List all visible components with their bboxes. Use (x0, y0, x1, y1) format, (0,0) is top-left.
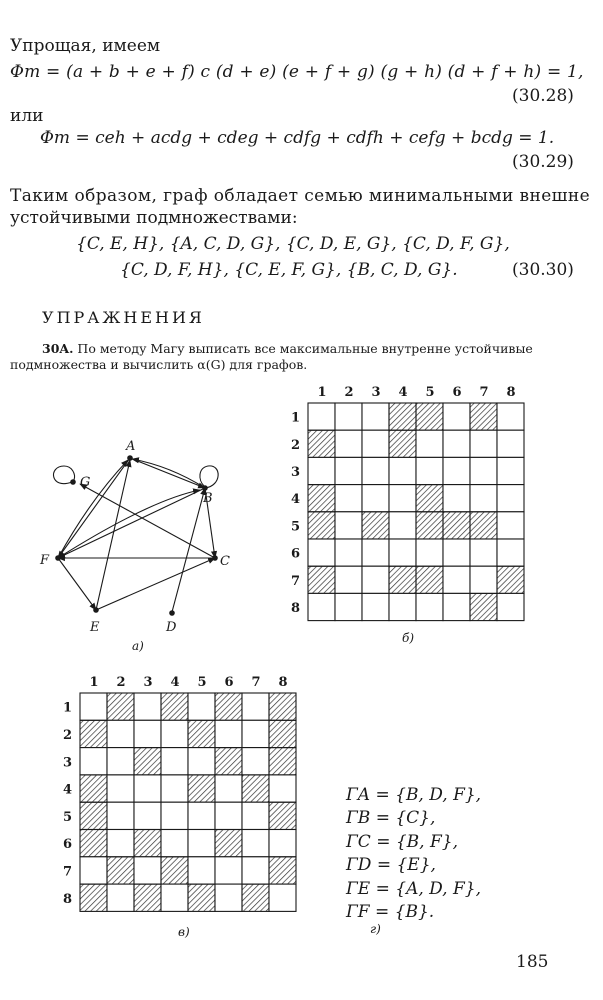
matrix-col-label: 3 (371, 385, 381, 400)
matrix-cell (107, 775, 134, 802)
matrix-cell-shaded (389, 403, 416, 430)
matrix-cell (416, 593, 443, 620)
matrix-row-label: 3 (63, 755, 73, 771)
matrix-cell (470, 430, 497, 457)
matrix-row-label: 8 (63, 891, 73, 907)
matrix-cell (362, 485, 389, 512)
matrix-cell-shaded (188, 884, 215, 911)
matrix-cell-shaded (242, 775, 269, 802)
matrix-cell-shaded (215, 748, 242, 775)
vertex-A (127, 455, 133, 461)
matrix-cell-shaded (161, 693, 188, 720)
matrix-cell (497, 539, 524, 566)
matrix-cell-shaded (134, 748, 161, 775)
matrix-cell-shaded (308, 512, 335, 539)
matrix-cell-shaded (308, 566, 335, 593)
matrix-cell (443, 566, 470, 593)
matrix-cell (470, 485, 497, 512)
vertex-C (212, 555, 218, 561)
matrix-cell (188, 693, 215, 720)
matrix-cell-shaded (107, 857, 134, 884)
matrix-cell-shaded (188, 775, 215, 802)
matrix-cell-shaded (269, 748, 296, 775)
matrix-cell-shaded (416, 485, 443, 512)
gamma-list (346, 784, 481, 924)
matrix-cell (134, 802, 161, 829)
matrix-cell (161, 748, 188, 775)
matrix-row-label: 7 (291, 573, 301, 589)
matrix-cell-shaded (80, 802, 107, 829)
matrix-cell-shaded (134, 884, 161, 911)
matrix-cell-shaded (497, 566, 524, 593)
gamma-line-e: ΓE = {A, D, F}, (346, 878, 482, 899)
matrix-cell (389, 457, 416, 484)
vertex-D (169, 610, 175, 616)
matrix-cell (362, 457, 389, 484)
gamma-line-c: ΓC = {B, F}, (346, 831, 458, 852)
matrix-cell (362, 593, 389, 620)
matrix-cell (215, 802, 242, 829)
sets-line-1: {C, E, H}, {A, C, D, G}, {C, D, E, G}, {C, D, F, G}, (76, 234, 510, 254)
matrix-cell (215, 857, 242, 884)
matrix-cell (107, 802, 134, 829)
matrix-cell (107, 720, 134, 747)
matrix-row-label: 4 (63, 782, 73, 798)
matrix-cell (443, 430, 470, 457)
matrix-col-label: 3 (143, 675, 153, 690)
matrix-cell (497, 593, 524, 620)
matrix-cell (335, 430, 362, 457)
matrix-cell-shaded (134, 830, 161, 857)
matrix-cell (335, 539, 362, 566)
matrix-b (291, 385, 524, 621)
gamma-line-d: ΓD = {E}, (346, 855, 436, 876)
text-line-simplifying: Упрощая, имеем (10, 36, 161, 56)
matrix-cell (215, 720, 242, 747)
exercise-line-2: подмножества и вычислить α(G) для графов. (10, 357, 308, 372)
matrix-cell (335, 457, 362, 484)
matrix-col-label: 7 (251, 675, 261, 690)
matrix-cell (161, 830, 188, 857)
matrix-cell (497, 512, 524, 539)
matrix-cell (470, 566, 497, 593)
vertex-label-f: F (40, 553, 50, 568)
matrix-cell (161, 802, 188, 829)
matrix-cell (161, 775, 188, 802)
matrix-b-caption: б) (402, 631, 415, 645)
matrix-cell-shaded (389, 430, 416, 457)
matrix-col-label: 5 (425, 385, 435, 400)
matrix-cell-shaded (107, 693, 134, 720)
matrix-cell-shaded (188, 720, 215, 747)
matrix-cell (80, 857, 107, 884)
matrix-col-label: 6 (224, 675, 234, 690)
matrix-cell-shaded (362, 512, 389, 539)
matrix-row-label: 2 (291, 437, 301, 453)
matrix-col-label: 8 (506, 385, 516, 400)
matrix-cell (362, 430, 389, 457)
matrix-cell (269, 775, 296, 802)
matrix-col-label: 1 (317, 385, 327, 400)
matrix-cell (308, 457, 335, 484)
equation-number-30-29: (30.29) (512, 152, 574, 172)
gamma-line-a: ΓA = {B, D, F}, (346, 785, 482, 805)
matrix-cell-shaded (416, 512, 443, 539)
vertex-G (70, 479, 76, 485)
matrix-cell-shaded (80, 775, 107, 802)
matrix-cell (389, 593, 416, 620)
gamma-line-f: ΓF = {B}. (346, 902, 435, 923)
matrix-v (63, 675, 296, 911)
vertex-label-c: C (220, 554, 230, 569)
matrix-cell (335, 593, 362, 620)
matrix-cell (107, 884, 134, 911)
matrix-cell (416, 430, 443, 457)
matrix-cell (497, 430, 524, 457)
matrix-cell (308, 593, 335, 620)
matrix-cell-shaded (80, 884, 107, 911)
matrix-col-label: 1 (89, 675, 99, 690)
matrix-col-label: 2 (344, 385, 354, 400)
gamma-caption: г) (370, 922, 381, 936)
matrix-row-label: 3 (291, 465, 301, 480)
matrix-cell (389, 485, 416, 512)
matrix-cell-shaded (269, 720, 296, 747)
matrix-cell (335, 512, 362, 539)
matrix-cell (443, 403, 470, 430)
exercise-text-1: По методу Магу выписать все максимальные внутренне устойчивые (73, 341, 533, 356)
matrix-v-caption: в) (178, 925, 190, 939)
matrix-cell (269, 884, 296, 911)
matrix-cell (242, 693, 269, 720)
paragraph-line-2: устойчивыми подмножествами: (10, 208, 298, 228)
matrix-cell (335, 485, 362, 512)
matrix-cell (362, 403, 389, 430)
matrix-cell-shaded (443, 512, 470, 539)
matrix-col-label: 4 (170, 675, 180, 690)
matrix-cell (362, 566, 389, 593)
matrix-cell-shaded (269, 693, 296, 720)
matrix-cell (80, 693, 107, 720)
matrix-cell-shaded (470, 403, 497, 430)
matrix-cell-shaded (470, 512, 497, 539)
matrix-cell (161, 720, 188, 747)
matrix-cell (335, 566, 362, 593)
matrix-col-label: 8 (278, 675, 288, 690)
matrix-row-label: 2 (63, 727, 73, 743)
matrix-cell-shaded (308, 485, 335, 512)
matrix-cell-shaded (215, 830, 242, 857)
matrix-cell (308, 403, 335, 430)
matrix-cell (242, 830, 269, 857)
matrix-cell (389, 539, 416, 566)
vertex-label-b: B (203, 491, 213, 506)
matrix-cell (335, 403, 362, 430)
matrix-row-label: 7 (63, 864, 73, 880)
gamma-line-b: ΓB = {C}, (346, 808, 436, 829)
graph-edges (54, 458, 219, 612)
text-or: или (10, 106, 44, 126)
matrix-cell (269, 830, 296, 857)
matrix-cell (188, 748, 215, 775)
matrix-cell (188, 857, 215, 884)
matrix-cell (242, 857, 269, 884)
matrix-cell (497, 457, 524, 484)
matrix-cell-shaded (80, 720, 107, 747)
equation-30-28: Φт = (a + b + e + f) c (d + e) (e + f + g) (g + h) (d + f + h) = 1, (10, 62, 584, 82)
matrix-cell (107, 830, 134, 857)
matrix-row-label: 1 (291, 410, 301, 426)
matrix-cell (362, 539, 389, 566)
vertex-label-g: G (80, 475, 91, 490)
matrix-cell (389, 512, 416, 539)
exercises-heading: УПРАЖНЕНИЯ (42, 308, 205, 327)
matrix-cell (443, 593, 470, 620)
matrix-cell (497, 485, 524, 512)
graph-caption: а) (132, 639, 144, 653)
equation-number-30-28: (30.28) (512, 86, 574, 106)
matrix-cell (443, 485, 470, 512)
matrix-cell-shaded (470, 593, 497, 620)
vertex-E (93, 607, 99, 613)
matrix-row-label: 1 (63, 700, 73, 716)
matrix-cell (188, 802, 215, 829)
matrix-cell (161, 884, 188, 911)
matrix-cell (134, 775, 161, 802)
vertex-F (55, 555, 61, 561)
equation-30-29: Φт = ceh + acdg + cdeg + cdfg + cdfh + cefg + bcdg = 1. (40, 128, 555, 148)
matrix-cell (134, 693, 161, 720)
matrix-cell (107, 748, 134, 775)
matrix-cell-shaded (308, 430, 335, 457)
matrix-cell-shaded (242, 884, 269, 911)
matrix-row-label: 5 (63, 809, 73, 825)
matrix-col-label: 7 (479, 385, 489, 400)
matrix-cell-shaded (416, 403, 443, 430)
sets-line-2: {C, D, F, H}, {C, E, F, G}, {B, C, D, G}. (120, 260, 458, 280)
matrix-cell (470, 539, 497, 566)
matrix-col-label: 2 (116, 675, 126, 690)
matrix-cell (134, 857, 161, 884)
matrix-cell (497, 403, 524, 430)
matrix-cell-shaded (416, 566, 443, 593)
matrix-cell-shaded (215, 693, 242, 720)
page-number: 185 (516, 952, 549, 972)
matrix-cell (443, 457, 470, 484)
exercise-label: 30A. (42, 341, 74, 356)
matrix-cell (188, 830, 215, 857)
matrix-row-label: 4 (291, 492, 301, 508)
matrix-cell-shaded (269, 802, 296, 829)
paragraph-line-1: Таким образом, граф обладает семью минимальными внешне (10, 186, 591, 206)
matrix-cell (80, 748, 107, 775)
matrix-cell (215, 884, 242, 911)
vertex-label-a: A (126, 439, 136, 454)
matrix-cell (242, 802, 269, 829)
matrix-col-label: 6 (452, 385, 462, 400)
matrix-cell-shaded (80, 830, 107, 857)
matrix-row-label: 8 (291, 601, 301, 616)
matrix-cell (470, 457, 497, 484)
vertex-label-d: D (166, 620, 177, 635)
vertex-B (202, 485, 208, 491)
matrix-row-label: 6 (63, 837, 73, 853)
vertex-label-e: E (90, 620, 100, 635)
matrix-cell-shaded (389, 566, 416, 593)
matrix-cell-shaded (269, 857, 296, 884)
matrix-col-label: 4 (398, 385, 408, 400)
matrix-cell (308, 539, 335, 566)
equation-number-30-30: (30.30) (512, 260, 574, 280)
matrix-cell (134, 720, 161, 747)
matrix-col-label: 5 (197, 675, 207, 690)
matrix-cell (416, 539, 443, 566)
matrix-cell (242, 720, 269, 747)
matrix-cell (242, 748, 269, 775)
matrix-row-label: 5 (291, 519, 301, 535)
matrix-cell (443, 539, 470, 566)
matrix-cell (215, 775, 242, 802)
matrix-cell (416, 457, 443, 484)
matrix-row-label: 6 (291, 546, 301, 562)
matrix-cell-shaded (161, 857, 188, 884)
